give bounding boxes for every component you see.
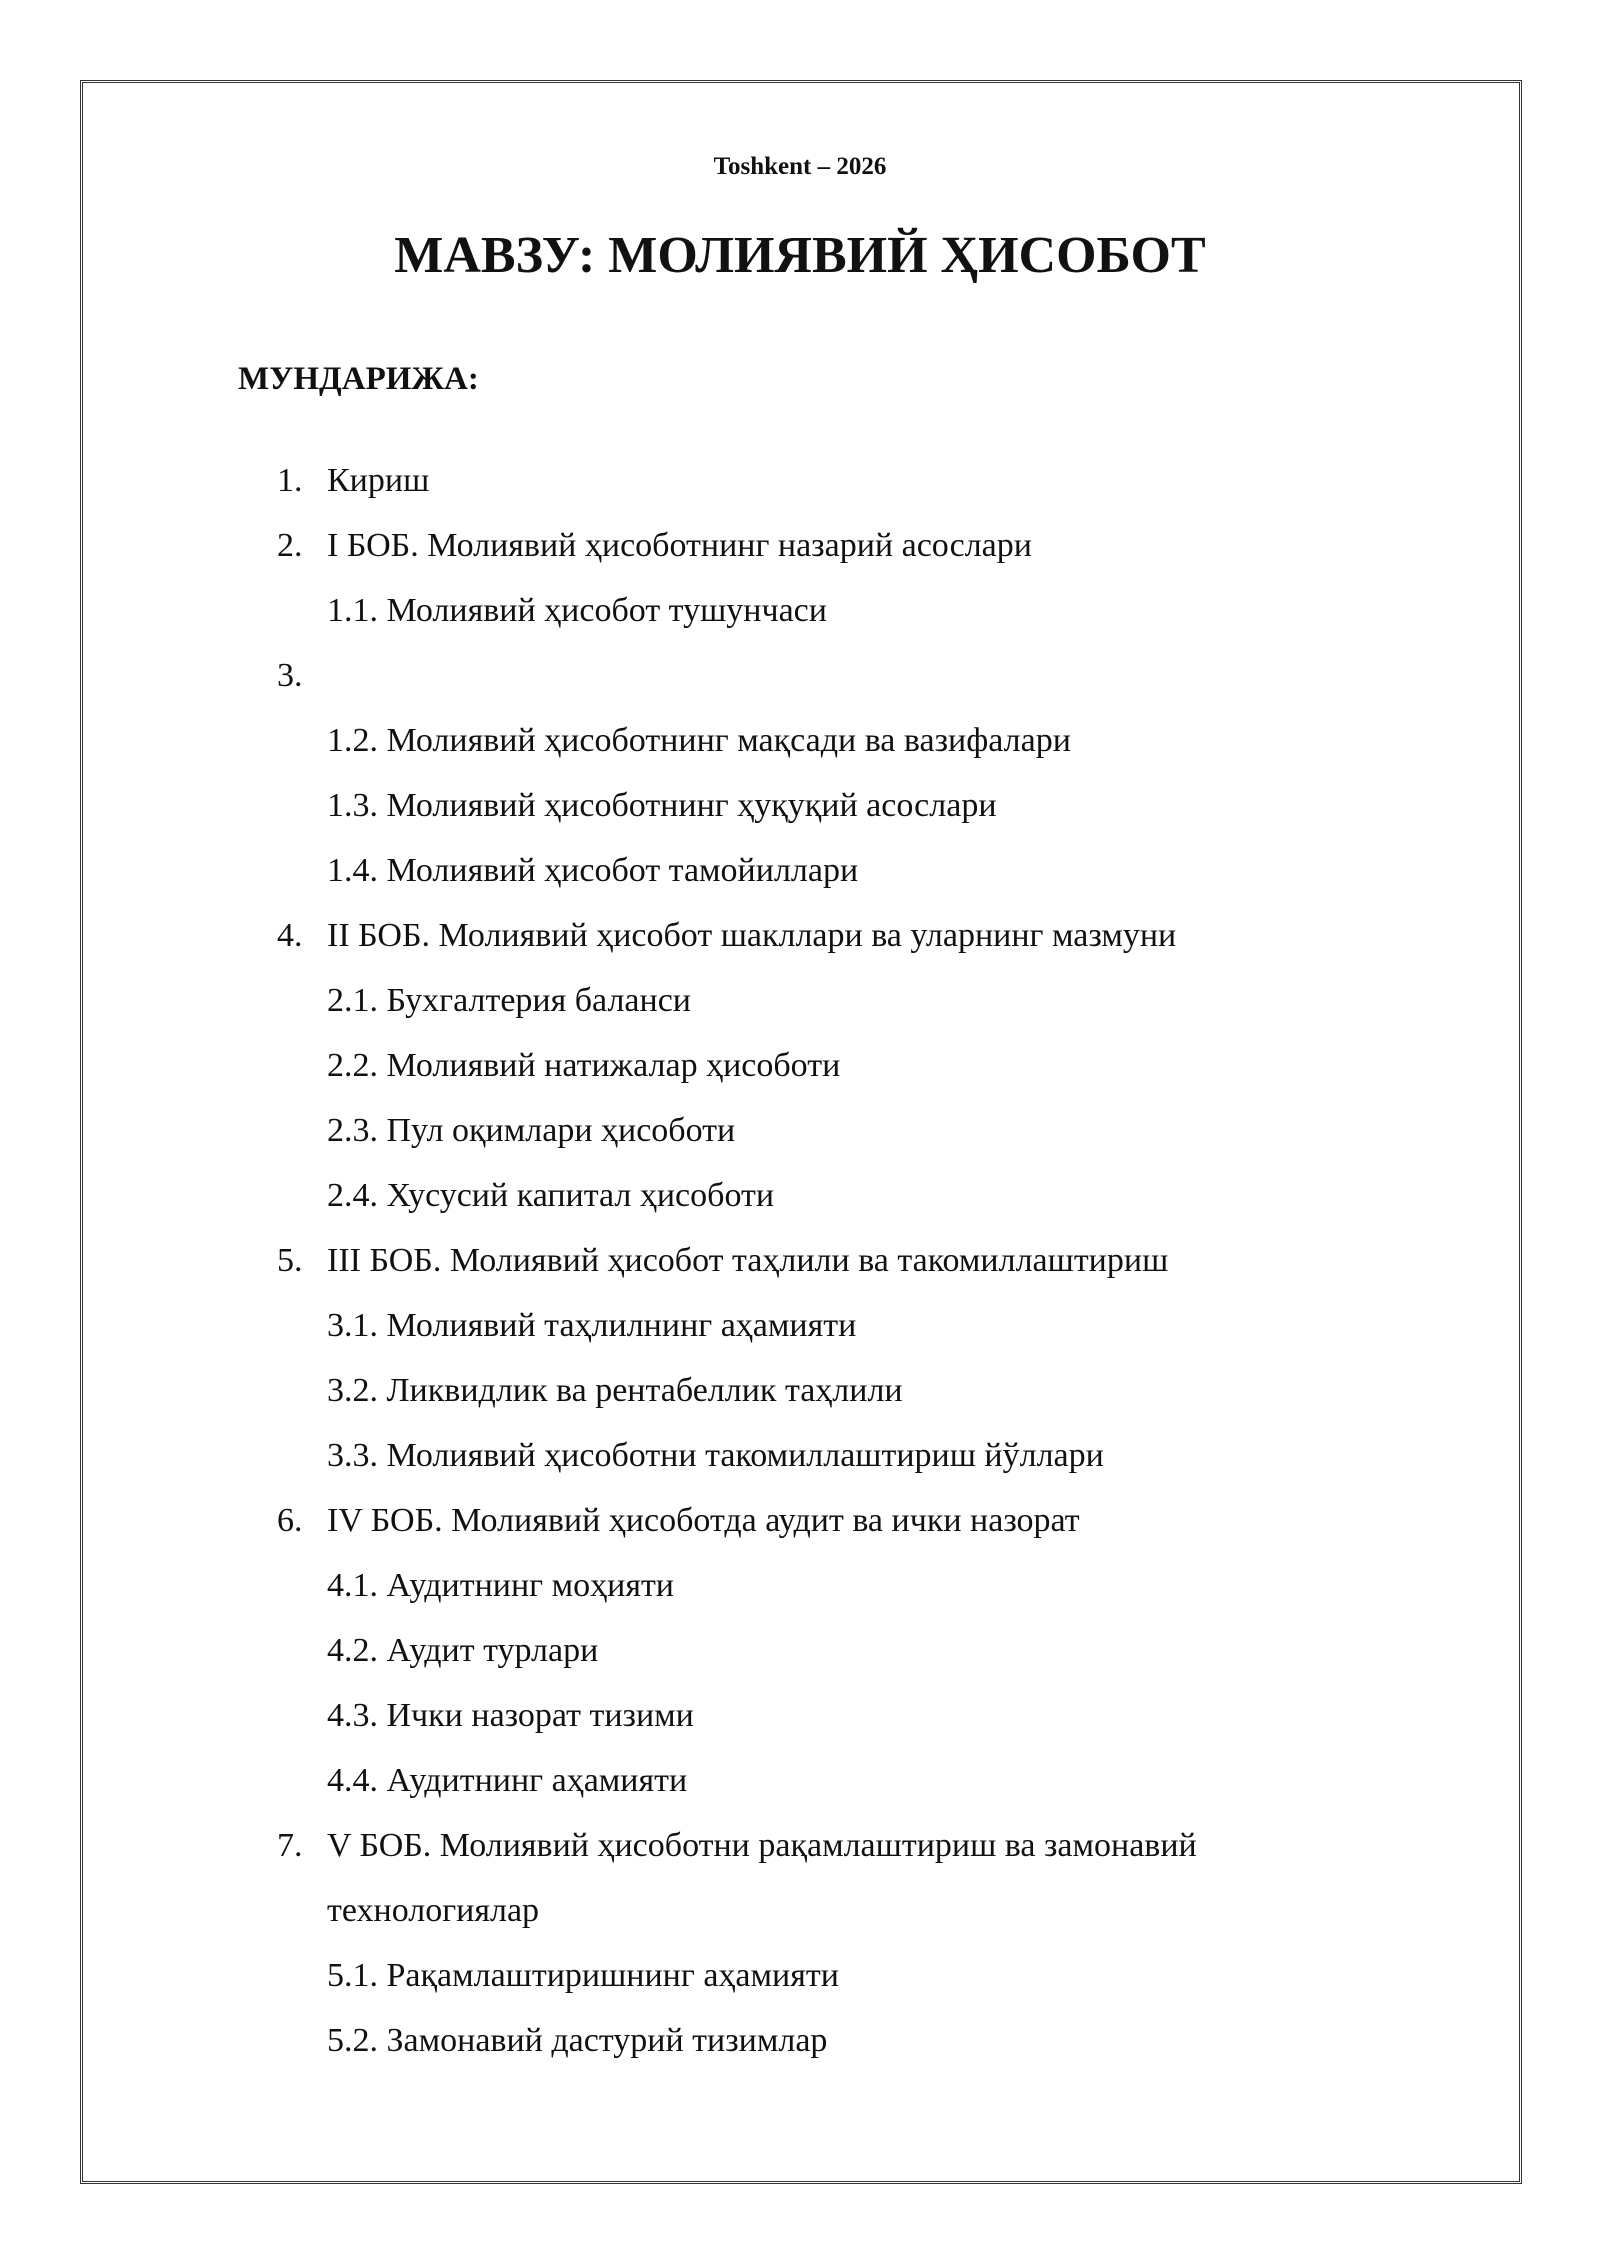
toc-item-text: 1.1. Молиявий ҳисобот тушунчаси: [327, 592, 827, 629]
toc-item-text: I БОБ. Молиявий ҳисоботнинг назарий асослари: [327, 527, 1032, 564]
toc-item-text: Кириш: [327, 462, 430, 499]
toc-item-text: 1.2. Молиявий ҳисоботнинг мақсади ва вазифалари: [327, 722, 1071, 759]
toc-item-number: 5.: [277, 1242, 303, 1279]
toc-item-number: 7.: [277, 1827, 303, 1864]
toc-item-text-continuation: технологиялар: [327, 1892, 540, 1929]
toc-item-text: 3.2. Ликвидлик ва рентабеллик таҳлили: [327, 1372, 903, 1409]
toc-item-text: 2.2. Молиявий натижалар ҳисоботи: [327, 1047, 841, 1084]
toc-item-text: 2.3. Пул оқимлари ҳисоботи: [327, 1112, 736, 1149]
toc-item-number: 1.: [277, 462, 303, 499]
place-year: Toshkent – 2026: [713, 153, 887, 180]
toc-item-text: 1.4. Молиявий ҳисобот тамойиллари: [327, 852, 859, 889]
toc-item-number: 4.: [277, 917, 303, 954]
toc-item-text: 1.3. Молиявий ҳисоботнинг ҳуқуқий асослари: [327, 787, 997, 824]
toc-item-text: 2.1. Бухгалтерия баланси: [327, 982, 691, 1019]
toc-item-text: 5.2. Замонавий дастурий тизимлар: [327, 2022, 828, 2059]
toc-item-text: 4.4. Аудитнинг аҳамияти: [327, 1762, 688, 1799]
toc-item-number: 2.: [277, 527, 303, 564]
toc-item-text: IV БОБ. Молиявий ҳисоботда аудит ва ички назорат: [327, 1502, 1080, 1539]
toc-item-text: 3.3. Молиявий ҳисоботни такомиллаштириш йўллари: [327, 1437, 1104, 1474]
toc-item-text: 2.4. Хусусий капитал ҳисоботи: [327, 1177, 775, 1214]
toc-heading: МУНДАРИЖА:: [238, 361, 479, 397]
toc-item-text: II БОБ. Молиявий ҳисобот шакллари ва уларнинг мазмуни: [327, 917, 1177, 954]
toc-item-number: 6.: [277, 1502, 303, 1539]
toc-item-number: 3.: [277, 657, 303, 694]
toc-item-text: 4.2. Аудит турлари: [327, 1632, 599, 1669]
toc-item-text: 5.1. Рақамлаштиришнинг аҳамияти: [327, 1957, 839, 1994]
toc-item-text: III БОБ. Молиявий ҳисобот таҳлили ва такомиллаштириш: [327, 1242, 1169, 1279]
toc-item-text: 3.1. Молиявий таҳлилнинг аҳамияти: [327, 1307, 857, 1344]
toc-item-text: 4.1. Аудитнинг моҳияти: [327, 1567, 675, 1604]
toc-item-text: 4.3. Ички назорат тизими: [327, 1697, 694, 1734]
document-title: МАВЗУ: МОЛИЯВИЙ ҲИСОБОТ: [394, 227, 1206, 284]
toc-item-text: V БОБ. Молиявий ҳисоботни рақамлаштириш ва замонавий: [327, 1827, 1197, 1864]
